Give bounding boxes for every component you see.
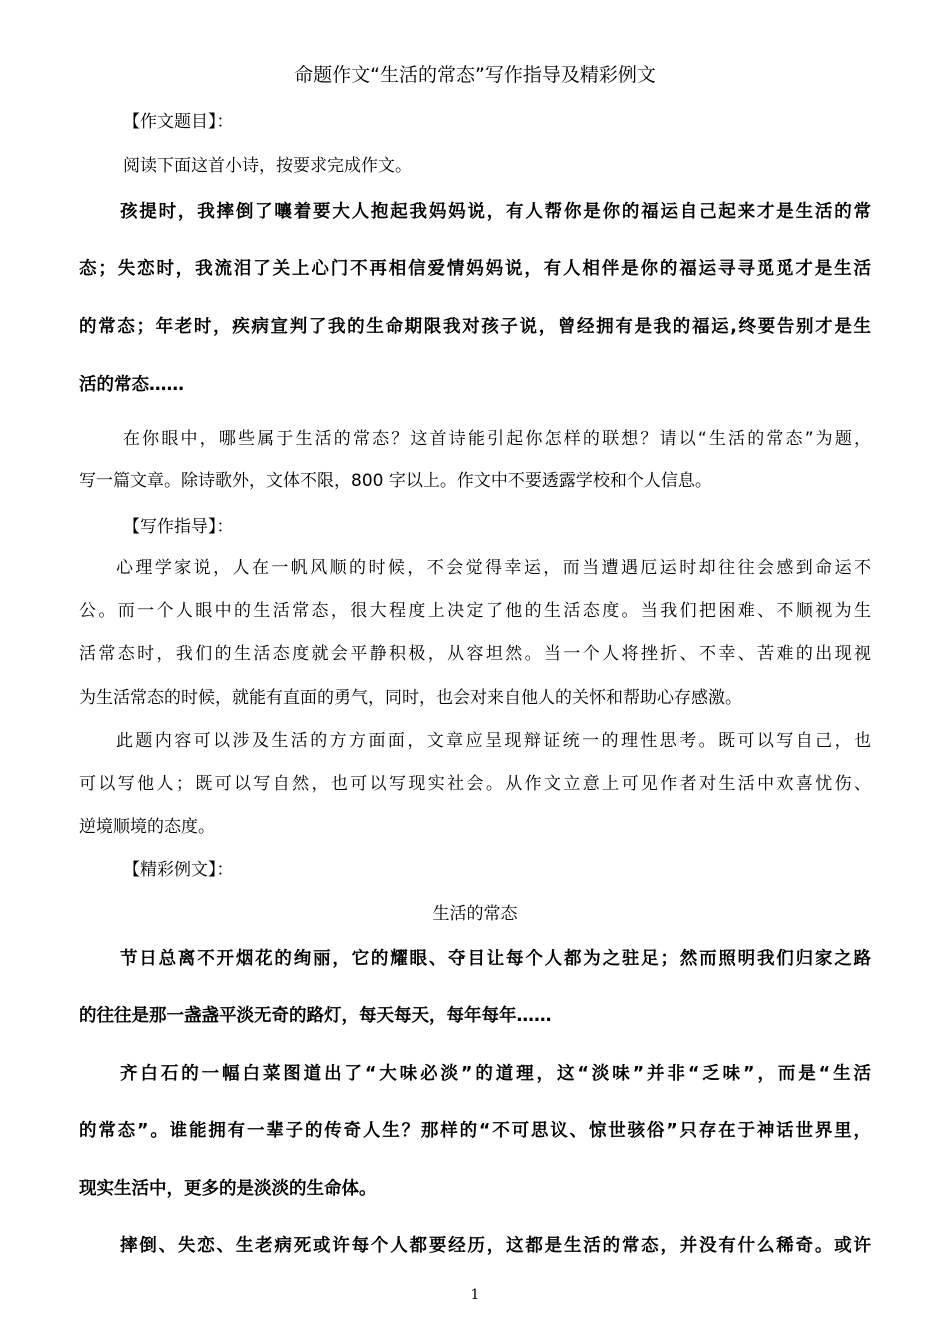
prompt-heading: 【作文题目】： [123, 112, 234, 132]
guide-para2-line-2: 可以写他人；既可以写自然，也可以写现实社会。从作文立意上可见作者对生活中欢喜忧伤、 [79, 774, 871, 794]
guide-para1-line-1: 心理学家说，人在一帆风顺的时候，不会觉得幸运，而当遭遇厄运时却往往会感到命运不 [116, 558, 871, 578]
essay-para1-line-1: 节日总离不开烟花的绚丽，它的耀眼、夺目让每个人都为之驻足；然而照明我们归家之路 [120, 949, 871, 969]
guide-para1-line-2: 公。而一个人眼中的生活常态，很大程度上决定了他的生活态度。当我们把困难、不顺视为生 [79, 601, 871, 621]
guide-para2-line-1: 此题内容可以涉及生活的方方面面，文章应呈现辩证统一的理性思考。既可以写自己，也 [116, 731, 871, 751]
page-number: 1 [470, 1287, 480, 1303]
poem-line-1: 孩提时，我摔倒了嚷着要大人抱起我妈妈说，有人帮你是你的福运自己起来才是生活的常 [120, 202, 871, 222]
essay-para2-line-1: 齐白石的一幅白菜图道出了“大味必淡”的道理，这“淡味”并非“乏味”，而是“生活 [120, 1064, 871, 1084]
example-heading: 【精彩例文】： [123, 860, 234, 880]
document-title: 命题作文“生活的常态”写作指导及精彩例文 [294, 64, 656, 86]
guide-heading: 【写作指导】： [123, 517, 234, 537]
guide-para1-line-3: 活常态时，我们的生活态度就会平静积极，从容坦然。当一个人将挫折、不幸、苦难的出现视 [79, 644, 871, 664]
poem-line-2: 态；失恋时，我流泪了关上心门不再相信爱情妈妈说，有人相伴是你的福运寻寻觅觅才是生活 [79, 259, 871, 279]
guide-para1-line-4: 为生活常态的时候，就能有直面的勇气，同时，也会对来自他人的关怀和帮助心存感激。 [79, 688, 742, 708]
prompt-intro: 阅读下面这首小诗，按要求完成作文。 [123, 156, 412, 176]
essay-para1-line-2: 的往往是那一盏盏平淡无奇的路灯，每天每天，每年每年…… [79, 1006, 552, 1026]
poem-line-4: 活的常态…… [79, 375, 184, 395]
requirement-line-2: 写一篇文章。除诗歌外，文体不限，800 字以上。作文中不要透露学校和个人信息。 [79, 471, 712, 491]
essay-para2-line-3: 现实生活中，更多的是淡淡的生命体。 [79, 1179, 377, 1199]
essay-title: 生活的常态 [432, 904, 518, 924]
essay-para3-line-1: 摔倒、失恋、生老病死或许每个人都要经历，这都是生活的常态，并没有什么稀奇。或许 [120, 1236, 871, 1256]
poem-line-3: 的常态；年老时，疾病宣判了我的生命期限我对孩子说，曾经拥有是我的福运,终要告别才是生 [79, 317, 871, 337]
essay-para2-line-2: 的常态”。谁能拥有一辈子的传奇人生？那样的“不可思议、惊世骇俗”只存在于神话世界里， [79, 1121, 871, 1141]
guide-para2-line-3: 逆境顺境的态度。 [79, 817, 215, 837]
requirement-line-1: 在你眼中，哪些属于生活的常态？这首诗能引起你怎样的联想？请以“生活的常态”为题， [123, 429, 871, 449]
